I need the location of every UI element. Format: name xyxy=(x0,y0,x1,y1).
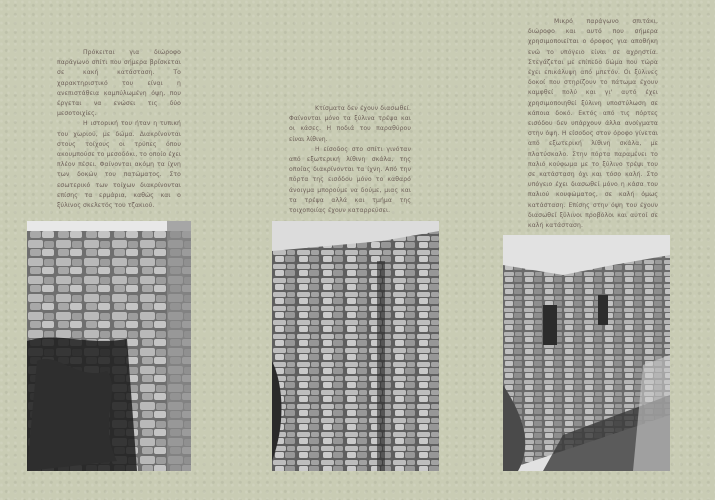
column-3-paragraph-1: Μικρό παράγωνο σπιτάκι, διώροφο και αυτό που σήμερα χρησιμοποιείται ο όροφος για αποθήκη ενώ το υπόγειο είναι σε αχρηστία. Στεγάζεται με επίπεδο δώμα που τώρα έχει επικάλυψη από μπετόν. Οι ξύλινες δοκοί που στηρίζουν το πάτωμα έχουν καμφθεί πολύ και γι' αυτό έχει χρησιμοποιηθεί ξύλινη υποστύλωση σε κάποια δοκό. Εκτός από τις πόρτες εισόδου δεν υπάρχουν άλλα ανοίγματα στην όψη. Η είσοδος στον όροφο γίνεται από εξωτερική λίθινη σκάλα, με πλατύσκαλο. Στην πόρτα παραμένει το παλιό κούφωμα με το ξύλινο τρέψι του σε κατάσταση όχι και τόσο καλή. Στο υπόγειο έχει διασωθεί μόνο η κάσα του παλιού κουφώματος, σε καλή όμως κατάσταση. Επίσης στην όψη του έχουν διασωθεί ξύλινοι προβόλοι και αυτοί σε καλή κατάσταση. xyxy=(528,18,658,230)
stone-wall-photo-2 xyxy=(272,221,439,471)
stone-house-corner-image xyxy=(272,221,439,471)
stone-wall-photo-1 xyxy=(27,221,191,471)
stone-wall-image xyxy=(27,221,191,471)
village-street-photo xyxy=(503,235,670,471)
column-1-paragraph-2: Η ιστορική του ήταν η τυπική του χωριού, με δώμα. Διακρίνονται στους τοίχους οι τρύπες όπου ακουμπούσε το μεσοδόκι, το οποίο έχει πλέον πέσει. Φαίνονται ακόμη τα ίχνη των δοκών του πατώματος. Στο εσωτερικό των τοίχων διακρίνονται επίσης τα ερμάρια, καθώς και ο ξύλινος σκελετός του τζακιού. xyxy=(57,120,181,210)
column-2-paragraph-2: Η είσοδος στο σπίτι γινόταν από εξωτερική λίθινη σκάλα, της οποίας διακρίνονται τα ίχνη. Από την πόρτα της εισόδου μόνο το καθαρό άνοιγμα μπορούμε να δούμε, μιας και τα τρέψα αλλά και τμήμα της τοιχοποιίας έχουν καταρρεύσει. xyxy=(289,145,411,215)
column-2-text xyxy=(289,104,411,216)
column-1-paragraph-1: Πρόκειται για διώροφο παράγωνο σπίτι που σήμερα βρίσκεται σε κακή κατάσταση. Το χαρακτηριστικό του είναι η ανεπιστάθεια καμπύλωμένη όψη, που έργεται να ενώσει τις δύο μεσοτοιχίες. xyxy=(57,49,181,118)
column-1-text xyxy=(57,48,181,211)
column-2-paragraph-1: Κτίσματα δεν έχουν διασωθεί. Φαίνονται μόνο τα ξύλινα τρέψα και οι κάσες. Η ποδιά του παραθύρου είναι λίθινη. xyxy=(289,105,411,143)
column-3-text xyxy=(528,17,658,231)
village-street-image xyxy=(503,235,670,471)
